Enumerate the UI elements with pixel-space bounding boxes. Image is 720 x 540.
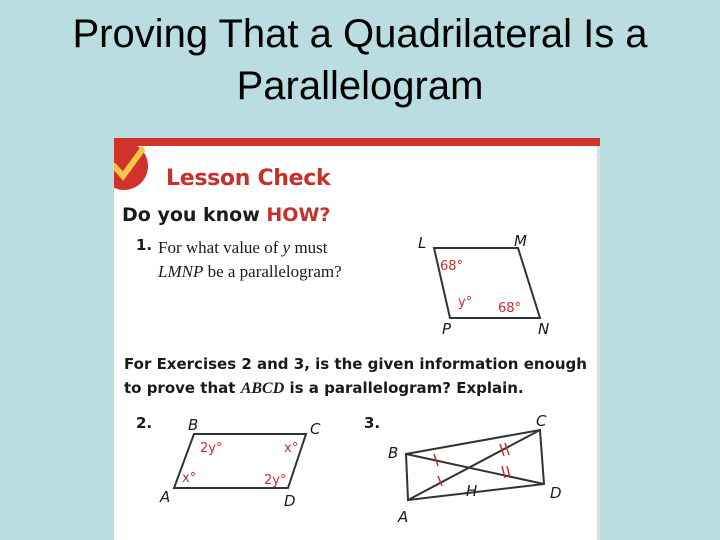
vertex-label-b: B bbox=[188, 416, 199, 434]
vertex-label-c3: C bbox=[536, 414, 547, 430]
question-2-number: 2. bbox=[136, 414, 153, 432]
q1-text-a: For what value of bbox=[158, 238, 283, 257]
angle-label-a: x° bbox=[182, 471, 197, 486]
vertex-label-n: N bbox=[538, 320, 550, 338]
vertex-label-l: L bbox=[418, 234, 427, 252]
slide-title-line1: Proving That a Quadrilateral Is a bbox=[72, 12, 648, 56]
intersection-label-h: H bbox=[466, 482, 478, 500]
subheading-prefix: Do you know bbox=[122, 204, 267, 226]
instruction-part-a: For Exercises 2 and 3, is the given information enough to prove that bbox=[124, 355, 587, 397]
question-1-text bbox=[158, 236, 388, 284]
subheading-how: HOW? bbox=[266, 204, 331, 226]
q1-text-c: be a parallelogram? bbox=[203, 262, 342, 281]
vertex-label-a: A bbox=[160, 488, 171, 506]
exercise-instruction bbox=[124, 352, 594, 401]
figure-quadrilateral-diagonals bbox=[382, 414, 582, 526]
angle-label-p: y° bbox=[458, 295, 473, 310]
vertex-label-d3: D bbox=[550, 484, 562, 502]
angle-label-l: 68° bbox=[440, 259, 464, 274]
vertex-label-m: M bbox=[514, 234, 527, 250]
vertex-label-p: P bbox=[442, 320, 452, 338]
vertex-label-d: D bbox=[284, 492, 296, 510]
q1-shape: LMNP bbox=[158, 262, 204, 281]
checkmark-icon bbox=[114, 138, 162, 194]
question-1-number: 1. bbox=[136, 236, 153, 254]
slide-title bbox=[0, 8, 720, 112]
instruction-part-b: is a parallelogram? Explain. bbox=[284, 379, 524, 397]
angle-label-n: 68° bbox=[498, 301, 522, 316]
header-bar bbox=[114, 138, 600, 146]
question-3-number: 3. bbox=[364, 414, 381, 432]
subheading bbox=[122, 204, 330, 226]
slide-title-line2: Parallelogram bbox=[236, 64, 484, 108]
vertex-label-b3: B bbox=[388, 444, 399, 462]
figure-parallelogram-lmnp bbox=[410, 234, 560, 338]
q1-var: y bbox=[282, 238, 291, 257]
vertex-label-c: C bbox=[310, 420, 321, 438]
angle-label-b: 2y° bbox=[200, 441, 223, 456]
instruction-shape: ABCD bbox=[240, 380, 285, 397]
q1-text-b: must bbox=[290, 238, 328, 257]
lesson-check-image bbox=[114, 138, 600, 540]
angle-label-d: 2y° bbox=[264, 473, 287, 488]
angle-label-c: x° bbox=[284, 441, 299, 456]
lesson-check-title: Lesson Check bbox=[166, 166, 331, 191]
vertex-label-a3: A bbox=[398, 508, 409, 526]
panel-edge bbox=[597, 146, 600, 540]
figure-parallelogram-abcd-angles bbox=[154, 414, 334, 510]
